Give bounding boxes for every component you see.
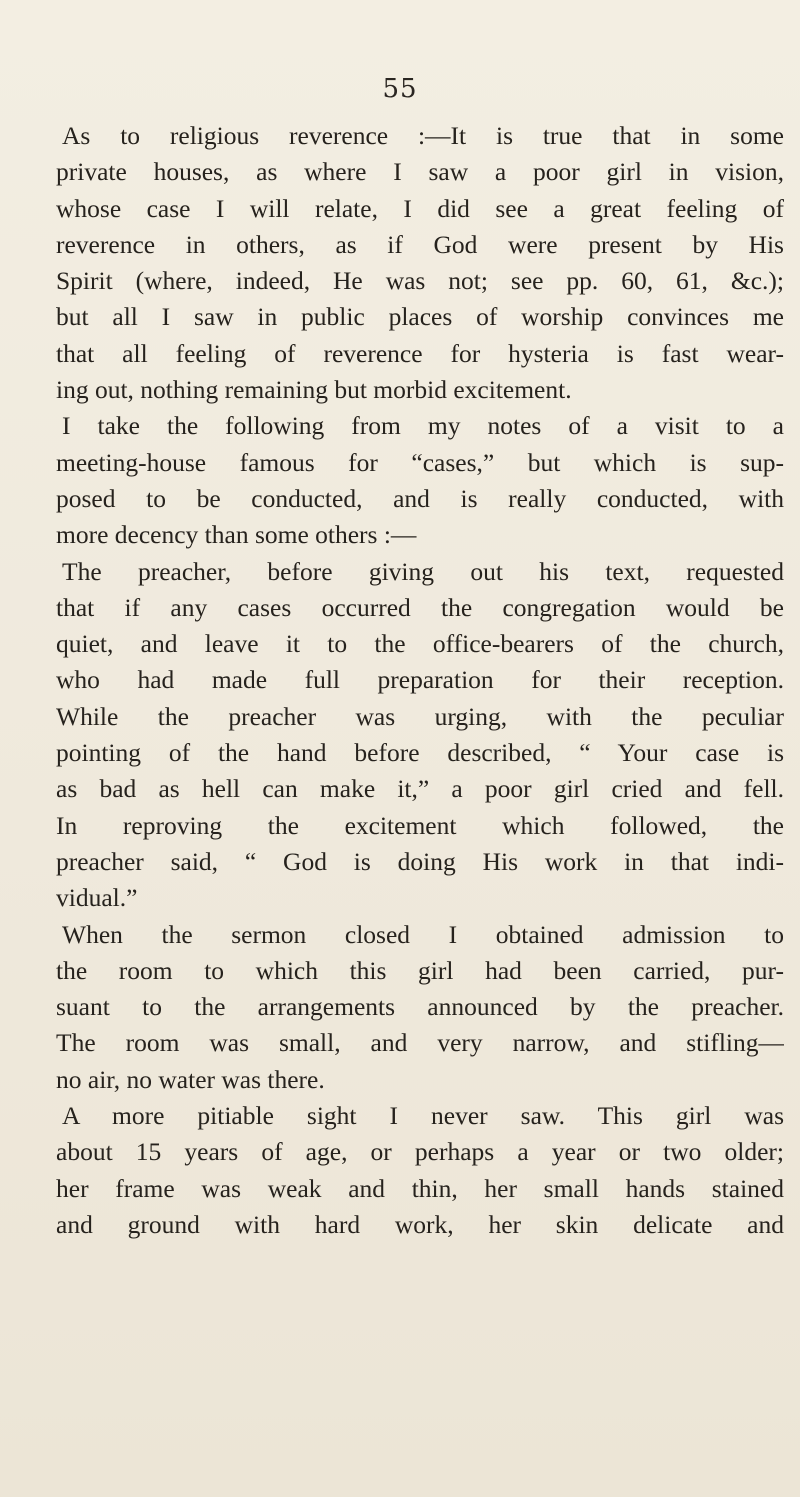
text-line: A more pitiable sight I never saw. This girl was bbox=[62, 1101, 784, 1131]
text-line: the room to which this girl had been carried, pur- bbox=[56, 955, 784, 985]
text-line: Spirit (where, indeed, He was not; see pp. 60, 61, &c.); bbox=[56, 266, 784, 296]
paragraph-1 bbox=[56, 118, 784, 408]
text-line: that if any cases occurred the congregation would be bbox=[56, 592, 784, 622]
text-line: preacher said, “ God is doing His work in that indi- bbox=[56, 846, 784, 876]
text-line: but all I saw in public places of worship convinces me bbox=[56, 302, 784, 332]
text-line: As to religious reverence :—It is true that in some bbox=[62, 121, 784, 150]
text-line: The room was small, and very narrow, and stifling— bbox=[56, 1028, 784, 1058]
paragraph-5 bbox=[56, 1098, 784, 1243]
text-line: more decency than some others :— bbox=[56, 520, 417, 550]
paragraph-4 bbox=[56, 917, 784, 1098]
text-line: who had made full preparation for their reception. bbox=[56, 665, 784, 695]
text-line: I take the following from my notes of a visit to a bbox=[62, 411, 784, 441]
text-line: that all feeling of reverence for hysteria is fast wear- bbox=[56, 338, 784, 368]
text-line: and ground with hard work, her skin delicate and bbox=[56, 1209, 784, 1239]
text-line: her frame was weak and thin, her small hands stained bbox=[56, 1173, 784, 1203]
text-line: While the preacher was urging, with the peculiar bbox=[56, 701, 784, 731]
text-line: When the sermon closed I obtained admission to bbox=[62, 919, 784, 949]
text-line: whose case I will relate, I did see a great feeling of bbox=[56, 193, 784, 223]
text-line: vidual.” bbox=[56, 883, 138, 913]
page-number: 55 bbox=[382, 74, 418, 104]
text-line: quiet, and leave it to the office-bearers of the church, bbox=[56, 629, 784, 659]
text-line: pointing of the hand before described, “ Your case is bbox=[56, 738, 784, 768]
text-line: The preacher, before giving out his text, requested bbox=[62, 556, 784, 586]
text-line: private houses, as where I saw a poor girl in vision, bbox=[56, 157, 784, 187]
body-text bbox=[56, 118, 784, 1243]
text-line: ing out, nothing remaining but morbid excitement. bbox=[56, 375, 572, 405]
text-line: In reproving the excitement which followed, the bbox=[56, 810, 784, 840]
text-line: as bad as hell can make it,” a poor girl cried and fell. bbox=[56, 774, 784, 804]
text-line: suant to the arrangements announced by the preacher. bbox=[56, 992, 784, 1022]
text-line: reverence in others, as if God were present by His bbox=[56, 229, 784, 259]
text-line: posed to be conducted, and is really conducted, with bbox=[56, 483, 784, 513]
paragraph-2 bbox=[56, 408, 784, 553]
paragraph-3 bbox=[56, 554, 784, 917]
text-line: no air, no water was there. bbox=[56, 1064, 325, 1094]
text-line: meeting-house famous for “cases,” but which is sup- bbox=[56, 447, 784, 477]
text-line: about 15 years of age, or perhaps a year or two older; bbox=[56, 1137, 784, 1167]
